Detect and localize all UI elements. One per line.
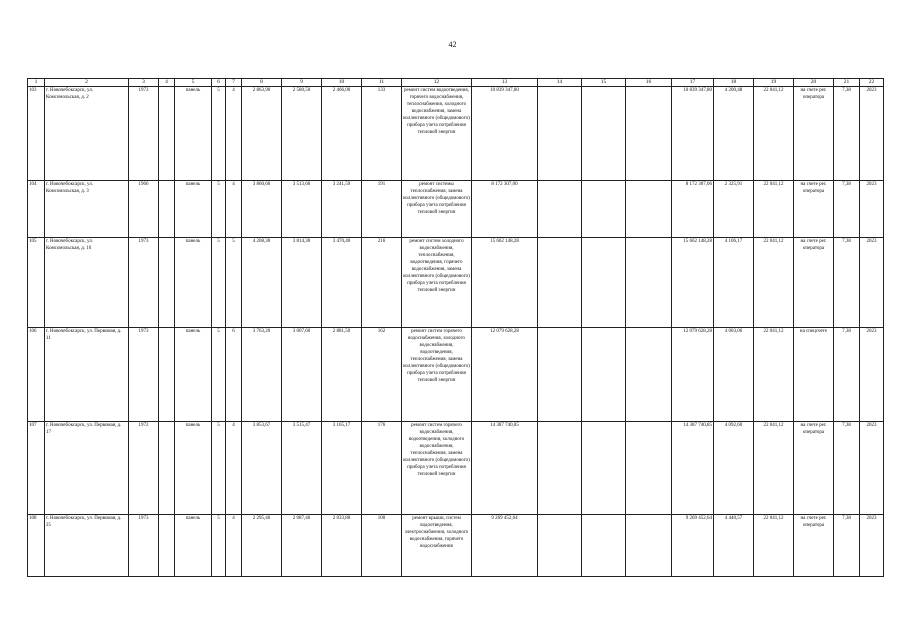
total-area-cell: 3 853,67 [242, 422, 282, 515]
column-header: 10 [322, 79, 362, 87]
table-row [28, 238, 884, 328]
column-header: 9 [282, 79, 322, 87]
works-cell: ремонт систем горячего водоснабжения, водоотведения, холодного водоснабжения, теплоснабжения, замена коллективного (общедомового) прибора учета потребления тепловой энергии [402, 422, 472, 515]
year-cell: 1966 [129, 181, 159, 238]
table-row [28, 87, 884, 181]
entrances-cell: 4 [226, 181, 242, 238]
address-cell: г. Новочебоксарск, ул. Первомая, д. 25 [45, 515, 129, 577]
account-cell: на счете рег. оператора [794, 515, 834, 577]
address-cell: г. Новочебоксарск, ул. Комсомольская, д. 2 [45, 87, 129, 181]
header-row [28, 79, 884, 87]
cost-limit-cell: 22 041,12 [754, 238, 794, 328]
blank-cell [626, 328, 672, 422]
blank-cell [159, 328, 175, 422]
page-number: 42 [448, 40, 457, 49]
blank-cell [159, 181, 175, 238]
wall-material-cell: панель [175, 422, 212, 515]
wall-material-cell: панель [175, 515, 212, 577]
column-header: 1 [28, 79, 45, 87]
blank-cell [582, 515, 626, 577]
blank-cell [582, 181, 626, 238]
owners-cost-cell: 15 662 148,28 [672, 238, 714, 328]
blank-cell [626, 238, 672, 328]
blank-cell [159, 422, 175, 515]
blank-cell [159, 238, 175, 328]
wall-material-cell: панель [175, 181, 212, 238]
living-area-cell: 3 165,17 [322, 422, 362, 515]
cost-per-m2-cell: 4 003,06 [714, 328, 754, 422]
blank-cell [159, 515, 175, 577]
address-cell: г. Новочебоксарск, ул. Комсомольская, д. 16 [45, 238, 129, 328]
total-area-cell: 3 860,60 [242, 181, 282, 238]
row-number: 108 [28, 515, 45, 577]
blank-cell [626, 181, 672, 238]
contribution-cell: 7,38 [834, 515, 860, 577]
blank-cell [159, 87, 175, 181]
owners-cost-cell: 14 387 740,85 [672, 422, 714, 515]
column-header: 12 [402, 79, 472, 87]
blank-cell [582, 328, 626, 422]
address-cell: г. Новочебоксарск, ул. Первомая, д. 11 [45, 328, 129, 422]
wall-material-cell: панель [175, 328, 212, 422]
floors-cell: 5 [212, 181, 226, 238]
cost-per-m2-cell: 4 440,57 [714, 515, 754, 577]
residents-cell: 162 [362, 328, 402, 422]
row-number: 107 [28, 422, 45, 515]
blank-cell [626, 515, 672, 577]
row-number: 106 [28, 328, 45, 422]
blank-cell [538, 87, 582, 181]
blank-cell [538, 515, 582, 577]
year-cell: 1973 [129, 328, 159, 422]
year-cell: 1973 [129, 515, 159, 577]
account-cell: на спецсчете [794, 328, 834, 422]
living-area-cell: 3 241,59 [322, 181, 362, 238]
owners-cost-cell: 8 172 307,06 [672, 181, 714, 238]
cost-limit-cell: 22 041,12 [754, 422, 794, 515]
works-cell: ремонт систем холодного водоснабжения, теплоснабжения, водоотведения, горячего водоснабжения, замена коллективного (общедомового) прибора учета потребления тепловой энергии [402, 238, 472, 328]
total-area-cell: 3 763,20 [242, 328, 282, 422]
column-header: 7 [226, 79, 242, 87]
planned-year-cell: 2023 [860, 515, 884, 577]
table-row [28, 181, 884, 238]
column-header: 19 [754, 79, 794, 87]
total-cost-cell: 9 269 452,64 [472, 515, 538, 577]
address-cell: г. Новочебоксарск, ул. Комсомольская, д. 3 [45, 181, 129, 238]
wall-material-cell: панель [175, 238, 212, 328]
total-cost-cell: 12 079 628,28 [472, 328, 538, 422]
residential-area-cell: 3 513,60 [282, 181, 322, 238]
column-header: 20 [794, 79, 834, 87]
blank-cell [538, 328, 582, 422]
total-area-cell: 4 208,30 [242, 238, 282, 328]
blank-cell [582, 87, 626, 181]
blank-cell [538, 181, 582, 238]
column-header: 18 [714, 79, 754, 87]
total-cost-cell: 10 839 347,80 [472, 87, 538, 181]
cost-per-m2-cell: 4 106,17 [714, 238, 754, 328]
entrances-cell: 4 [226, 422, 242, 515]
cost-per-m2-cell: 4 200,48 [714, 87, 754, 181]
column-header: 14 [538, 79, 582, 87]
address-cell: г. Новочебоксарск, ул. Первомая, д. 17 [45, 422, 129, 515]
total-cost-cell: 8 172 307,00 [472, 181, 538, 238]
residents-cell: 176 [362, 422, 402, 515]
entrances-cell: 5 [226, 238, 242, 328]
table-row [28, 515, 884, 577]
works-cell: ремонт систем горячего водоснабжения, холодного водоснабжения, водоотведения, теплоснабжения, замена коллективного (общедомового) прибора учета потребления тепловой энергии [402, 328, 472, 422]
year-cell: 1973 [129, 238, 159, 328]
column-header: 3 [129, 79, 159, 87]
total-cost-cell: 14 387 740,85 [472, 422, 538, 515]
residents-cell: 133 [362, 87, 402, 181]
residential-area-cell: 3 515,47 [282, 422, 322, 515]
total-cost-cell: 15 662 148,28 [472, 238, 538, 328]
cost-limit-cell: 22 041,12 [754, 515, 794, 577]
year-cell: 1972 [129, 422, 159, 515]
table-row [28, 422, 884, 515]
column-header: 17 [672, 79, 714, 87]
residential-area-cell: 3 814,30 [282, 238, 322, 328]
contribution-cell: 7,38 [834, 328, 860, 422]
owners-cost-cell: 9 269 452,64 [672, 515, 714, 577]
column-header: 6 [212, 79, 226, 87]
blank-cell [538, 238, 582, 328]
entrances-cell: 6 [226, 328, 242, 422]
residents-cell: 216 [362, 238, 402, 328]
blank-cell [582, 238, 626, 328]
account-cell: на счете рег. оператора [794, 422, 834, 515]
planned-year-cell: 2023 [860, 238, 884, 328]
floors-cell: 5 [212, 328, 226, 422]
blank-cell [626, 422, 672, 515]
contribution-cell: 7,38 [834, 87, 860, 181]
blank-cell [582, 422, 626, 515]
blank-cell [626, 87, 672, 181]
row-number: 103 [28, 87, 45, 181]
works-cell: ремонт крыши, систем водоотведения, электроснабжения, холодного водоснабжения, горячего водоснабжения [402, 515, 472, 577]
column-header: 22 [860, 79, 884, 87]
residents-cell: 100 [362, 515, 402, 577]
owners-cost-cell: 10 839 347,80 [672, 87, 714, 181]
column-header: 5 [175, 79, 212, 87]
cost-limit-cell: 22 041,12 [754, 87, 794, 181]
account-cell: на счете рег. оператора [794, 181, 834, 238]
residential-area-cell: 2 580,50 [282, 87, 322, 181]
floors-cell: 5 [212, 515, 226, 577]
works-cell: ремонт систем водоотведения, горячего водоснабжения, теплоснабжения, холодного водоснабжения, замена коллективного (общедомового) прибора учета потребления тепловой энергии [402, 87, 472, 181]
owners-cost-cell: 12 079 628,28 [672, 328, 714, 422]
blank-cell [538, 422, 582, 515]
column-header: 16 [626, 79, 672, 87]
entrances-cell: 4 [226, 87, 242, 181]
planned-year-cell: 2023 [860, 422, 884, 515]
wall-material-cell: панель [175, 87, 212, 181]
contribution-cell: 7,38 [834, 181, 860, 238]
contribution-cell: 7,38 [834, 422, 860, 515]
planned-year-cell: 2023 [860, 181, 884, 238]
account-cell: на счете рег. оператора [794, 87, 834, 181]
floors-cell: 5 [212, 87, 226, 181]
works-cell: ремонт системы теплоснабжения, замена коллективного (общедомового) прибора учета потребления тепловой энергии [402, 181, 472, 238]
residents-cell: 191 [362, 181, 402, 238]
table-row [28, 328, 884, 422]
residential-area-cell: 3 007,60 [282, 328, 322, 422]
column-header: 11 [362, 79, 402, 87]
living-area-cell: 3 470,40 [322, 238, 362, 328]
cost-limit-cell: 22 041,12 [754, 181, 794, 238]
planned-year-cell: 2023 [860, 87, 884, 181]
repair-program-table [27, 78, 884, 577]
column-header: 21 [834, 79, 860, 87]
column-header: 8 [242, 79, 282, 87]
floors-cell: 5 [212, 238, 226, 328]
row-number: 105 [28, 238, 45, 328]
cost-per-m2-cell: 4 092,60 [714, 422, 754, 515]
column-header: 2 [45, 79, 129, 87]
living-area-cell: 2 033,80 [322, 515, 362, 577]
contribution-cell: 7,38 [834, 238, 860, 328]
floors-cell: 5 [212, 422, 226, 515]
planned-year-cell: 2023 [860, 328, 884, 422]
account-cell: на счете рег. оператора [794, 238, 834, 328]
residential-area-cell: 2 087,46 [282, 515, 322, 577]
column-header: 13 [472, 79, 538, 87]
column-header: 4 [159, 79, 175, 87]
living-area-cell: 2 466,00 [322, 87, 362, 181]
row-number: 104 [28, 181, 45, 238]
total-area-cell: 2 295,46 [242, 515, 282, 577]
total-area-cell: 2 863,90 [242, 87, 282, 181]
living-area-cell: 2 881,50 [322, 328, 362, 422]
cost-per-m2-cell: 2 325,91 [714, 181, 754, 238]
year-cell: 1973 [129, 87, 159, 181]
cost-limit-cell: 22 041,12 [754, 328, 794, 422]
entrances-cell: 4 [226, 515, 242, 577]
column-header: 15 [582, 79, 626, 87]
